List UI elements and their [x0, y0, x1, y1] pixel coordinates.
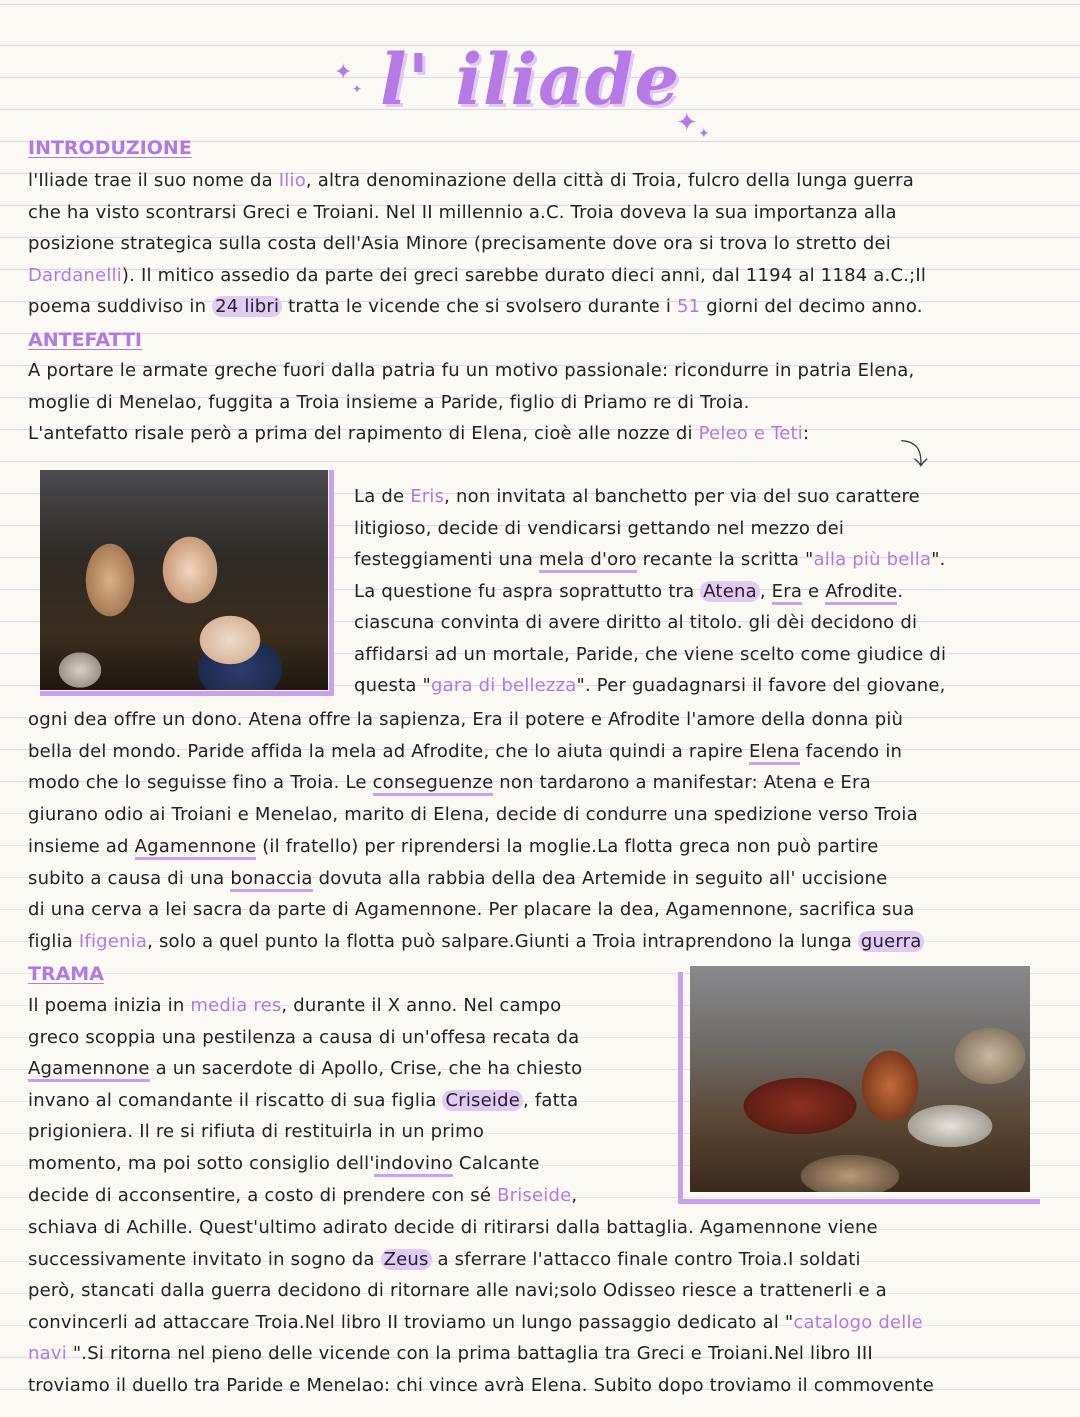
highlighted-term: gara di bellezza — [430, 675, 577, 696]
highlighted-term: navi — [28, 1343, 67, 1365]
highlighted-term: Agamennone — [135, 836, 257, 860]
text-segment: , solo a quel punto la flotta può salpare.Giunti a Troia intraprendono la lunga — [147, 930, 858, 952]
text-line — [28, 356, 1058, 386]
text-segment: festeggiamenti una — [354, 549, 539, 570]
text-segment: , durante il X anno. Nel campo — [281, 995, 562, 1016]
text-line — [28, 1213, 1058, 1243]
highlighted-term: Dardanelli — [28, 264, 122, 286]
text-segment: bella del mondo. Paride affida la mela ad Afrodite, che lo aiuta quindi a rapire — [28, 740, 749, 762]
text-line — [28, 927, 1058, 957]
text-line — [354, 640, 1034, 670]
text-segment: affidarsi ad un mortale, Paride, che viene scelto come giudice di — [354, 643, 947, 665]
text-segment: insieme ad — [28, 835, 135, 857]
text-segment: non tardarono a manifestar: Atena e Era — [493, 772, 871, 794]
text-line — [28, 1308, 1058, 1338]
text-line — [354, 545, 1034, 575]
text-segment: (il fratello) per riprendersi la moglie.La flotta greca non può partire — [256, 835, 879, 857]
text-segment: La de — [354, 486, 411, 507]
text-line — [28, 768, 1058, 798]
text-line — [354, 671, 1034, 701]
text-line — [28, 388, 1058, 418]
text-line — [28, 832, 1058, 862]
text-line — [28, 1149, 668, 1179]
text-line — [28, 261, 1058, 291]
text-line — [28, 229, 1058, 259]
text-segment: , fatta — [523, 1089, 579, 1111]
sparkle-icon: ✦ — [352, 82, 363, 96]
text-line — [28, 864, 1058, 894]
page-title: l' iliade — [379, 38, 680, 121]
section-heading-antefatti: ANTEFATTI — [28, 329, 142, 351]
text-segment: litigioso, decide di vendicarsi gettando nel mezzo dei — [354, 517, 845, 539]
highlighted-term: mela d'oro — [539, 549, 637, 573]
text-line — [28, 1023, 668, 1053]
text-segment: , — [759, 580, 772, 602]
highlighted-term: Afrodite — [825, 581, 897, 605]
text-segment: greco scoppia una pestilenza a causa di un'offesa recata da — [28, 1026, 580, 1048]
text-segment: subito a causa di una — [28, 867, 231, 889]
text-segment: troviamo il duello tra Paride e Menelao: chi vince avrà Elena. Subito dopo troviamo il commovente — [28, 1375, 935, 1396]
text-line — [28, 705, 1058, 735]
text-segment: però, stancati dalla guerra decidono di ritornare alle navi;solo Odisseo riesce a trattenerli e a — [28, 1280, 887, 1302]
text-segment: decide di acconsentire, a costo di prendere con sé — [28, 1184, 498, 1206]
text-segment: . — [897, 580, 904, 602]
text-segment: momento, ma poi sotto consiglio dell' — [28, 1153, 375, 1174]
highlighted-term: guerra — [858, 931, 925, 952]
highlighted-term: Era — [772, 581, 802, 605]
text-segment: ). Il mitico assedio da parte dei greci sarebbe durato dieci anni, dal 1194 al 1184 a.C.;Il — [121, 264, 927, 286]
text-segment: e — [802, 580, 826, 602]
text-segment: , — [571, 1184, 578, 1206]
text-segment: La questione fu aspra soprattutto tra — [354, 580, 701, 602]
highlighted-term: Peleo e Teti — [698, 423, 804, 444]
text-segment: prigioniera. Il re si rifiuta di restituirla in un primo — [28, 1121, 485, 1143]
highlighted-term: Ifigenia — [78, 930, 148, 952]
text-segment: , altra denominazione della città di Troia, fulcro della lunga guerra — [305, 170, 915, 191]
text-segment: giorni del decimo anno. — [700, 296, 923, 317]
text-segment: ogni dea offre un dono. Atena offre la sapienza, Era il potere e Afrodite l'amore della donna più — [28, 709, 904, 730]
text-line — [28, 895, 1058, 925]
text-segment: tratta le vicende che si svolsero durante i — [282, 296, 678, 317]
text-segment: che ha visto scontrarsi Greci e Troiani. Nel II millennio a.C. Troia doveva la sua importanza alla — [28, 201, 897, 223]
sparkle-icon: ✦ — [676, 108, 698, 138]
highlighted-term: Elena — [749, 741, 800, 765]
text-line — [28, 1339, 1058, 1369]
text-segment: , non invitata al banchetto per via del suo carattere — [444, 486, 920, 507]
text-line — [28, 1245, 1058, 1275]
text-segment: giurano odio ai Troiani e Menelao, marito di Elena, decide di condurre una spedizione verso Troia — [28, 804, 918, 826]
text-segment: posizione strategica sulla costa dell'Asia Minore (precisamente dove ora si trova lo stretto dei — [28, 233, 891, 254]
text-line — [28, 1086, 668, 1116]
text-segment: schiava di Achille. Quest'ultimo adirato decide di ritirarsi dalla battaglia. Agamennone viene — [28, 1217, 878, 1238]
section-heading-introduzione: INTRODUZIONE — [28, 137, 192, 159]
text-line — [28, 1117, 668, 1147]
text-line — [28, 1181, 668, 1211]
text-segment: moglie di Menelao, fuggita a Troia insieme a Paride, figlio di Priamo re di Troia. — [28, 391, 750, 413]
highlighted-term: Zeus — [381, 1249, 432, 1270]
text-segment: L'antefatto risale però a prima del rapimento di Elena, cioè alle nozze di — [28, 423, 699, 444]
text-line — [354, 482, 1034, 512]
text-line — [28, 737, 1058, 767]
text-segment: successivamente invitato in sogno da — [28, 1248, 381, 1270]
highlighted-term: alla più bella — [813, 549, 932, 570]
text-line — [354, 577, 1034, 607]
text-line — [28, 991, 668, 1021]
highlighted-term: 24 libri — [212, 296, 282, 317]
text-segment: invano al comandante il riscatto di sua figlia — [28, 1089, 443, 1111]
text-segment: : — [803, 423, 810, 444]
text-segment: a un sacerdote di Apollo, Crise, che ha chiesto — [149, 1058, 583, 1080]
highlighted-term: Atena — [700, 581, 760, 602]
section-heading-trama: TRAMA — [28, 963, 104, 985]
highlighted-term: indovino — [374, 1153, 453, 1177]
highlighted-term: catalogo delle — [793, 1311, 923, 1333]
text-line — [28, 800, 1058, 830]
text-segment: A portare le armate greche fuori dalla patria fu un motivo passionale: ricondurre in patria Elena, — [28, 360, 915, 381]
text-line — [354, 608, 1034, 638]
text-segment: recante la scritta " — [636, 549, 814, 570]
image-frame — [678, 972, 1040, 1204]
text-line — [28, 1371, 1058, 1401]
text-line — [28, 1054, 668, 1084]
highlighted-term: bonaccia — [230, 868, 312, 892]
text-segment: ". — [931, 549, 946, 570]
highlighted-term: Eris — [410, 486, 445, 507]
highlighted-term: Criseide — [442, 1090, 523, 1111]
text-segment: ciascuna convinta di avere diritto al titolo. gli dèi decidono di — [354, 612, 918, 633]
highlighted-term: 51 — [677, 296, 701, 317]
highlighted-term: conseguenze — [373, 772, 494, 796]
text-line — [28, 292, 1058, 322]
text-segment: convincerli ad attaccare Troia.Nel libro II troviamo un lungo passaggio dedicato al " — [28, 1311, 794, 1333]
highlighted-term: Briseide — [497, 1184, 572, 1206]
image-frame — [40, 470, 334, 696]
text-segment: l'Iliade trae il suo nome da — [28, 170, 279, 191]
text-segment: dovuta alla rabbia della dea Artemide in seguito all' uccisione — [312, 867, 888, 889]
text-segment: Calcante — [453, 1153, 540, 1174]
text-segment: ".Si ritorna nel pieno delle vicende con la prima battaglia tra Greci e Troiani.Nel libro III — [66, 1343, 873, 1365]
text-segment: di una cerva a lei sacra da parte di Agamennone. Per placare la dea, Agamennone, sacrifica sua — [28, 899, 915, 921]
text-line — [28, 198, 1058, 228]
text-segment: a sferrare l'attacco finale contro Troia.I soldati — [431, 1248, 861, 1270]
highlighted-term: Agamennone — [28, 1058, 150, 1082]
sparkle-icon: ✦ — [334, 60, 353, 85]
text-segment: questa " — [354, 675, 431, 696]
text-segment: facendo in — [799, 740, 903, 762]
text-segment: ". Per guadagnarsi il favore del giovane, — [576, 675, 946, 696]
sparkle-icon: ✦ — [698, 126, 710, 142]
text-line — [354, 514, 1034, 544]
text-segment: Il poema inizia in — [28, 995, 191, 1016]
text-segment: poema suddiviso in — [28, 296, 213, 317]
text-segment: figlia — [28, 930, 79, 952]
curly-arrow-icon: ⤵ — [900, 438, 929, 471]
highlighted-term: media res — [190, 995, 282, 1016]
text-segment: modo che lo seguisse fino a Troia. Le — [28, 772, 373, 794]
highlighted-term: Ilio — [278, 170, 306, 191]
text-line — [28, 1276, 1058, 1306]
text-line — [28, 166, 1058, 196]
